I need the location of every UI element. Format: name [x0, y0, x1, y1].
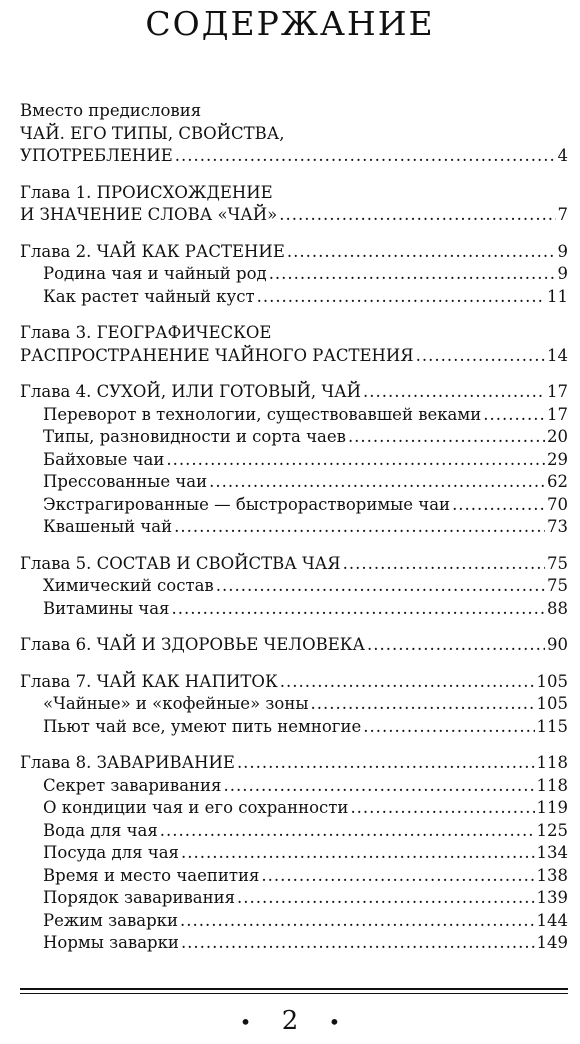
toc-preface: [20, 100, 568, 168]
toc-entry-page: 75: [547, 553, 568, 573]
toc-subentry-page: 139: [536, 888, 568, 907]
dot-leader: [310, 693, 534, 716]
toc-subentry-page: 17: [547, 404, 568, 424]
toc-subentry-page: 11: [547, 286, 568, 306]
toc-subentry[interactable]: [20, 575, 568, 598]
toc-subentry-page: 119: [536, 798, 568, 817]
toc-subentry[interactable]: [20, 716, 568, 739]
toc-subentry[interactable]: [20, 842, 568, 865]
dot-leader: [279, 204, 555, 227]
toc-subentry-label: Переворот в технологии, существовавшей веками: [43, 404, 482, 424]
dot-leader: [257, 286, 545, 309]
toc-subentry-page: 118: [536, 775, 568, 795]
toc-subentry[interactable]: [20, 426, 568, 449]
toc-subentry-label: Как растет чайный куст: [43, 286, 255, 306]
dot-leader: [237, 752, 535, 775]
toc-subentry-page: 29: [547, 449, 568, 469]
toc-subentry[interactable]: [20, 775, 568, 798]
toc-subentry-label: Типы, разновидности и сорта чаев: [43, 427, 346, 446]
toc-subentry-label: Прессованные чаи: [43, 472, 208, 491]
toc-subentry-page: 62: [547, 472, 568, 491]
toc-subentry-page: 134: [536, 843, 568, 862]
dot-leader: [416, 345, 545, 368]
preface-title-line: ЧАЙ. ЕГО ТИПЫ, СВОЙСТВА,: [20, 123, 285, 143]
toc-subentry-label: Витамины чая: [43, 598, 170, 618]
toc-subentry-label: Порядок заваривания: [43, 888, 235, 907]
toc-chapter-7: [20, 671, 568, 739]
dot-leader: [209, 471, 545, 494]
toc-subentry[interactable]: [20, 797, 568, 820]
toc-entry[interactable]: [20, 204, 568, 227]
toc-subentry-page: 144: [536, 910, 568, 930]
dot-leader: [363, 716, 534, 739]
toc-entry[interactable]: [20, 634, 568, 657]
dot-leader: [216, 575, 545, 598]
dot-leader: [367, 634, 545, 657]
toc-chapter-3: [20, 322, 568, 367]
toc-entry-label: Глава 8. ЗАВАРИВАНИЕ: [20, 753, 235, 772]
toc-subentry[interactable]: [20, 910, 568, 933]
dot-leader: [181, 842, 535, 865]
toc-entry-label: УПОТРЕБЛЕНИЕ: [20, 146, 173, 165]
dot-leader: [280, 671, 535, 694]
toc-subentry-label: Пьют чай все, умеют пить немногие: [43, 716, 362, 736]
page-footer: [0, 1006, 580, 1036]
toc-entry-page: 9: [557, 241, 568, 261]
dot-leader: [269, 263, 556, 286]
toc-subentry-page: 115: [536, 716, 568, 736]
toc-entry-page: 7: [557, 205, 568, 224]
toc-chapter-4: [20, 381, 568, 539]
dot-leader: [452, 494, 545, 517]
dot-leader: [343, 553, 545, 576]
toc-entry-label: И ЗНАЧЕНИЕ СЛОВА «ЧАЙ»: [20, 205, 278, 224]
chapter-title-line: Глава 1. ПРОИСХОЖДЕНИЕ: [20, 182, 273, 202]
toc-subentry-label: «Чайные» и «кофейные» зоны: [43, 694, 309, 713]
toc-subentry-label: Химический состав: [43, 576, 214, 595]
dot-leader: [223, 775, 534, 798]
toc-subentry[interactable]: [20, 263, 568, 286]
toc-subentry[interactable]: [20, 932, 568, 955]
toc-subentry-label: Время и место чаепития: [43, 865, 260, 885]
toc-subentry[interactable]: [20, 404, 568, 427]
toc-subentry-label: Секрет заваривания: [43, 775, 222, 795]
toc-entry[interactable]: [20, 381, 568, 404]
footer-rule-thick: [20, 988, 568, 990]
toc-entry-page: 118: [536, 753, 568, 772]
toc-entry-label: Глава 5. СОСТАВ И СВОЙСТВА ЧАЯ: [20, 553, 341, 573]
toc-subentry[interactable]: [20, 286, 568, 309]
toc-subentry-label: Байховые чаи: [43, 449, 165, 469]
toc-subentry-page: 9: [557, 264, 568, 283]
toc-subentry-page: 105: [536, 694, 568, 713]
dot-leader: [166, 449, 545, 472]
dot-leader: [483, 404, 545, 427]
toc-chapter-5: [20, 553, 568, 621]
chapter-title-line: Глава 3. ГЕОГРАФИЧЕСКОЕ: [20, 323, 272, 342]
footer-rule-thin: [20, 993, 568, 994]
toc-entry-label: Глава 4. СУХОЙ, ИЛИ ГОТОВЫЙ, ЧАЙ: [20, 382, 361, 401]
toc-entry-page: 105: [536, 671, 568, 691]
toc-subentry-page: 73: [547, 517, 568, 536]
dot-leader: [261, 865, 534, 888]
table-of-contents: [20, 100, 568, 969]
dot-leader: [237, 887, 535, 910]
toc-chapter-6: [20, 634, 568, 657]
toc-chapter-2: [20, 241, 568, 309]
toc-entry[interactable]: [20, 241, 568, 264]
toc-subentry[interactable]: [20, 887, 568, 910]
toc-entry-page: 14: [547, 345, 568, 365]
preface-lead: Вместо предисловия: [20, 101, 202, 120]
toc-entry-label: Глава 2. ЧАЙ КАК РАСТЕНИЕ: [20, 241, 285, 261]
toc-entry[interactable]: [20, 553, 568, 576]
toc-subentry[interactable]: [20, 693, 568, 716]
toc-chapter-8: [20, 752, 568, 955]
page-number: 2: [281, 1006, 299, 1036]
toc-subentry-label: Нормы заварки: [43, 933, 179, 952]
toc-subentry-label: Режим заварки: [43, 910, 178, 930]
bullet-icon: •: [239, 1010, 252, 1034]
toc-subentry-page: 20: [547, 427, 568, 446]
toc-subentry-label: Экстрагированные — быстрорастворимые чаи: [43, 494, 451, 514]
dot-leader: [171, 598, 545, 621]
toc-chapter-1: [20, 182, 568, 227]
toc-subentry-page: 75: [547, 576, 568, 595]
toc-entry-label: Глава 6. ЧАЙ И ЗДОРОВЬЕ ЧЕЛОВЕКА: [20, 635, 366, 654]
toc-subentry-label: Посуда для чая: [43, 843, 179, 862]
toc-entry-page: 4: [557, 146, 568, 165]
toc-subentry-page: 70: [547, 494, 568, 514]
dot-leader: [174, 516, 545, 539]
toc-subentry[interactable]: [20, 865, 568, 888]
toc-entry[interactable]: [20, 671, 568, 694]
toc-subentry[interactable]: [20, 598, 568, 621]
toc-subentry[interactable]: [20, 471, 568, 494]
dot-leader: [350, 797, 534, 820]
dot-leader: [348, 426, 545, 449]
toc-subentry-page: 88: [547, 598, 568, 618]
toc-subentry-page: 149: [536, 933, 568, 952]
dot-leader: [181, 932, 535, 955]
toc-subentry[interactable]: [20, 494, 568, 517]
bullet-icon: •: [328, 1010, 341, 1034]
toc-subentry[interactable]: [20, 820, 568, 843]
toc-subentry-page: 138: [536, 865, 568, 885]
toc-entry[interactable]: [20, 345, 568, 368]
toc-entry-label: РАСПРОСТРАНЕНИЕ ЧАЙНОГО РАСТЕНИЯ: [20, 345, 414, 365]
dot-leader: [287, 241, 556, 264]
toc-entry[interactable]: [20, 752, 568, 775]
toc-entry[interactable]: [20, 145, 568, 168]
toc-subentry-label: О кондиции чая и его сохранности: [43, 798, 349, 817]
dot-leader: [363, 381, 545, 404]
toc-subentry[interactable]: [20, 449, 568, 472]
page-title: СОДЕРЖАНИЕ: [145, 4, 435, 43]
dot-leader: [180, 910, 535, 933]
toc-entry-label: Глава 7. ЧАЙ КАК НАПИТОК: [20, 671, 278, 691]
dot-leader: [175, 145, 556, 168]
toc-entry-page: 17: [547, 382, 568, 401]
toc-subentry-label: Вода для чая: [43, 820, 158, 840]
toc-subentry-label: Родина чая и чайный род: [43, 264, 267, 283]
toc-subentry-page: 125: [536, 820, 568, 840]
toc-entry-page: 90: [547, 635, 568, 654]
toc-subentry[interactable]: [20, 516, 568, 539]
dot-leader: [160, 820, 535, 843]
toc-subentry-label: Квашеный чай: [43, 517, 173, 536]
